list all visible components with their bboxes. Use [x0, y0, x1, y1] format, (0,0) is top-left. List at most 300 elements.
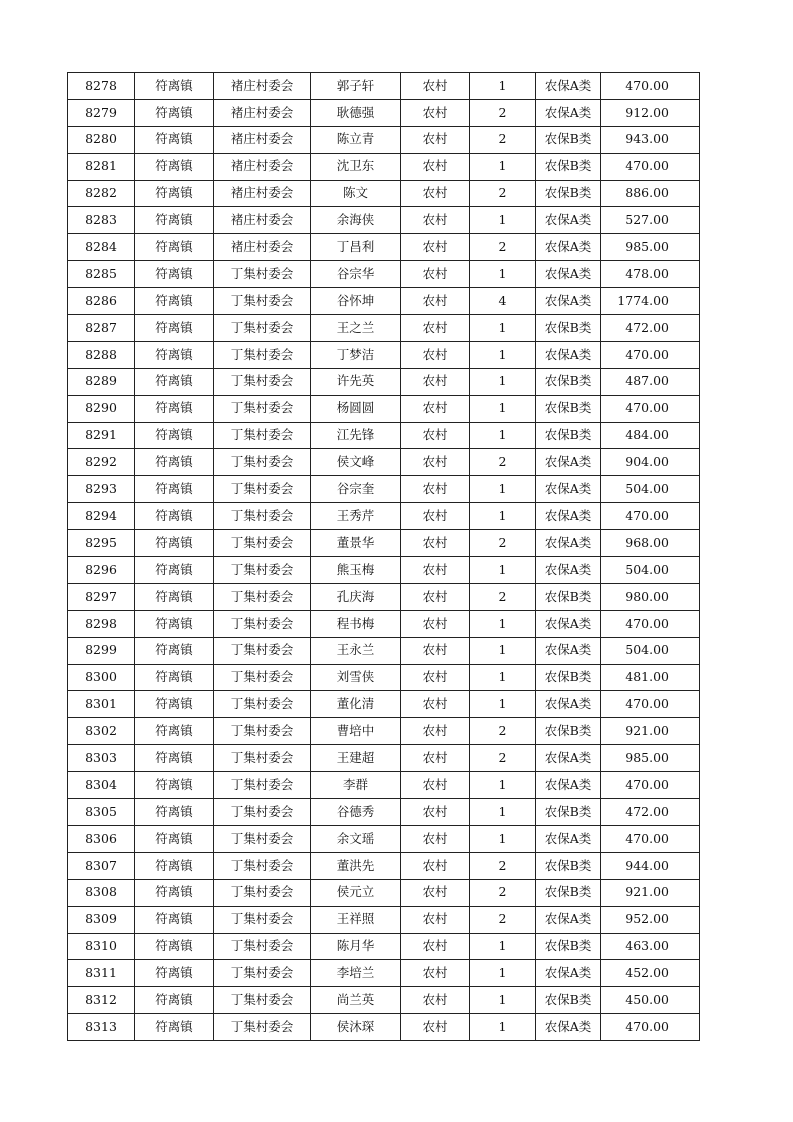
household-size-cell: 1 — [470, 691, 536, 718]
area-type-cell: 农村 — [401, 180, 470, 207]
town-cell: 符离镇 — [135, 1014, 214, 1041]
amount-cell: 487.00 — [601, 368, 700, 395]
village-committee-cell: 褚庄村委会 — [214, 234, 311, 261]
serial-number-cell: 8292 — [68, 449, 135, 476]
area-type-cell: 农村 — [401, 73, 470, 100]
amount-cell: 470.00 — [601, 503, 700, 530]
household-size-cell: 1 — [470, 1014, 536, 1041]
amount-cell: 943.00 — [601, 126, 700, 153]
table-row — [68, 341, 700, 368]
insurance-category-cell: 农保A类 — [536, 825, 601, 852]
area-type-cell: 农村 — [401, 664, 470, 691]
insurance-category-cell: 农保A类 — [536, 207, 601, 234]
insurance-category-cell: 农保B类 — [536, 395, 601, 422]
amount-cell: 968.00 — [601, 530, 700, 557]
table-row — [68, 772, 700, 799]
town-cell: 符离镇 — [135, 772, 214, 799]
town-cell: 符离镇 — [135, 610, 214, 637]
amount-cell: 463.00 — [601, 933, 700, 960]
amount-cell: 952.00 — [601, 906, 700, 933]
name-cell: 郭子轩 — [311, 73, 401, 100]
amount-cell: 470.00 — [601, 153, 700, 180]
area-type-cell: 农村 — [401, 799, 470, 826]
town-cell: 符离镇 — [135, 153, 214, 180]
amount-cell: 504.00 — [601, 557, 700, 584]
insurance-category-cell: 农保A类 — [536, 234, 601, 261]
table-row — [68, 234, 700, 261]
table-row — [68, 583, 700, 610]
village-committee-cell: 丁集村委会 — [214, 772, 311, 799]
name-cell: 杨圆圆 — [311, 395, 401, 422]
name-cell: 王永兰 — [311, 637, 401, 664]
village-committee-cell: 丁集村委会 — [214, 691, 311, 718]
area-type-cell: 农村 — [401, 449, 470, 476]
area-type-cell: 农村 — [401, 99, 470, 126]
area-type-cell: 农村 — [401, 557, 470, 584]
amount-cell: 886.00 — [601, 180, 700, 207]
table-row — [68, 315, 700, 342]
household-size-cell: 1 — [470, 261, 536, 288]
village-committee-cell: 丁集村委会 — [214, 449, 311, 476]
serial-number-cell: 8302 — [68, 718, 135, 745]
amount-cell: 912.00 — [601, 99, 700, 126]
serial-number-cell: 8289 — [68, 368, 135, 395]
table-row — [68, 288, 700, 315]
area-type-cell: 农村 — [401, 879, 470, 906]
town-cell: 符离镇 — [135, 960, 214, 987]
table-row — [68, 368, 700, 395]
serial-number-cell: 8282 — [68, 180, 135, 207]
household-size-cell: 1 — [470, 395, 536, 422]
town-cell: 符离镇 — [135, 718, 214, 745]
amount-cell: 904.00 — [601, 449, 700, 476]
amount-cell: 472.00 — [601, 315, 700, 342]
town-cell: 符离镇 — [135, 422, 214, 449]
village-committee-cell: 丁集村委会 — [214, 315, 311, 342]
insurance-category-cell: 农保B类 — [536, 987, 601, 1014]
insurance-category-cell: 农保B类 — [536, 852, 601, 879]
insurance-category-cell: 农保A类 — [536, 772, 601, 799]
town-cell: 符离镇 — [135, 530, 214, 557]
village-committee-cell: 丁集村委会 — [214, 960, 311, 987]
name-cell: 谷怀坤 — [311, 288, 401, 315]
serial-number-cell: 8309 — [68, 906, 135, 933]
village-committee-cell: 丁集村委会 — [214, 503, 311, 530]
amount-cell: 504.00 — [601, 637, 700, 664]
town-cell: 符离镇 — [135, 906, 214, 933]
name-cell: 丁昌利 — [311, 234, 401, 261]
insurance-category-cell: 农保B类 — [536, 799, 601, 826]
insurance-category-cell: 农保A类 — [536, 691, 601, 718]
serial-number-cell: 8284 — [68, 234, 135, 261]
table-row — [68, 476, 700, 503]
name-cell: 侯元立 — [311, 879, 401, 906]
village-committee-cell: 丁集村委会 — [214, 583, 311, 610]
insurance-category-cell: 农保A类 — [536, 341, 601, 368]
table-row — [68, 449, 700, 476]
serial-number-cell: 8296 — [68, 557, 135, 584]
insurance-category-cell: 农保B类 — [536, 126, 601, 153]
area-type-cell: 农村 — [401, 315, 470, 342]
name-cell: 王之兰 — [311, 315, 401, 342]
insurance-category-cell: 农保A类 — [536, 1014, 601, 1041]
name-cell: 李培兰 — [311, 960, 401, 987]
household-size-cell: 1 — [470, 664, 536, 691]
table-row — [68, 960, 700, 987]
serial-number-cell: 8305 — [68, 799, 135, 826]
area-type-cell: 农村 — [401, 610, 470, 637]
household-size-cell: 1 — [470, 637, 536, 664]
table-row — [68, 99, 700, 126]
village-committee-cell: 丁集村委会 — [214, 933, 311, 960]
name-cell: 陈文 — [311, 180, 401, 207]
serial-number-cell: 8313 — [68, 1014, 135, 1041]
town-cell: 符离镇 — [135, 691, 214, 718]
household-size-cell: 1 — [470, 557, 536, 584]
town-cell: 符离镇 — [135, 476, 214, 503]
serial-number-cell: 8294 — [68, 503, 135, 530]
area-type-cell: 农村 — [401, 126, 470, 153]
table-row — [68, 879, 700, 906]
area-type-cell: 农村 — [401, 530, 470, 557]
area-type-cell: 农村 — [401, 987, 470, 1014]
town-cell: 符离镇 — [135, 879, 214, 906]
area-type-cell: 农村 — [401, 503, 470, 530]
table-row — [68, 530, 700, 557]
insurance-category-cell: 农保B类 — [536, 664, 601, 691]
table-row — [68, 825, 700, 852]
insurance-category-cell: 农保A类 — [536, 530, 601, 557]
town-cell: 符离镇 — [135, 315, 214, 342]
name-cell: 沈卫东 — [311, 153, 401, 180]
amount-cell: 527.00 — [601, 207, 700, 234]
name-cell: 陈立青 — [311, 126, 401, 153]
table-row — [68, 557, 700, 584]
amount-cell: 470.00 — [601, 73, 700, 100]
household-size-cell: 1 — [470, 368, 536, 395]
household-size-cell: 1 — [470, 825, 536, 852]
village-committee-cell: 褚庄村委会 — [214, 73, 311, 100]
village-committee-cell: 丁集村委会 — [214, 530, 311, 557]
name-cell: 曹培中 — [311, 718, 401, 745]
town-cell: 符离镇 — [135, 288, 214, 315]
name-cell: 谷德秀 — [311, 799, 401, 826]
village-committee-cell: 丁集村委会 — [214, 906, 311, 933]
name-cell: 李群 — [311, 772, 401, 799]
name-cell: 王秀芹 — [311, 503, 401, 530]
serial-number-cell: 8298 — [68, 610, 135, 637]
household-size-cell: 2 — [470, 745, 536, 772]
area-type-cell: 农村 — [401, 933, 470, 960]
name-cell: 王祥照 — [311, 906, 401, 933]
household-size-cell: 1 — [470, 153, 536, 180]
town-cell: 符离镇 — [135, 341, 214, 368]
town-cell: 符离镇 — [135, 852, 214, 879]
serial-number-cell: 8304 — [68, 772, 135, 799]
household-size-cell: 1 — [470, 987, 536, 1014]
amount-cell: 470.00 — [601, 691, 700, 718]
insurance-category-cell: 农保A类 — [536, 557, 601, 584]
serial-number-cell: 8280 — [68, 126, 135, 153]
insurance-category-cell: 农保A类 — [536, 476, 601, 503]
serial-number-cell: 8285 — [68, 261, 135, 288]
household-size-cell: 1 — [470, 503, 536, 530]
village-committee-cell: 丁集村委会 — [214, 852, 311, 879]
amount-cell: 470.00 — [601, 1014, 700, 1041]
insurance-category-cell: 农保A类 — [536, 449, 601, 476]
serial-number-cell: 8281 — [68, 153, 135, 180]
serial-number-cell: 8291 — [68, 422, 135, 449]
area-type-cell: 农村 — [401, 234, 470, 261]
insurance-category-cell: 农保A类 — [536, 503, 601, 530]
amount-cell: 481.00 — [601, 664, 700, 691]
serial-number-cell: 8278 — [68, 73, 135, 100]
serial-number-cell: 8297 — [68, 583, 135, 610]
serial-number-cell: 8303 — [68, 745, 135, 772]
table-row — [68, 637, 700, 664]
village-committee-cell: 丁集村委会 — [214, 610, 311, 637]
household-size-cell: 1 — [470, 73, 536, 100]
amount-cell: 1774.00 — [601, 288, 700, 315]
area-type-cell: 农村 — [401, 476, 470, 503]
village-committee-cell: 丁集村委会 — [214, 718, 311, 745]
household-size-cell: 1 — [470, 933, 536, 960]
name-cell: 尚兰英 — [311, 987, 401, 1014]
insurance-category-cell: 农保B类 — [536, 879, 601, 906]
insurance-category-cell: 农保A类 — [536, 99, 601, 126]
table-row — [68, 906, 700, 933]
area-type-cell: 农村 — [401, 772, 470, 799]
village-committee-cell: 褚庄村委会 — [214, 99, 311, 126]
name-cell: 陈月华 — [311, 933, 401, 960]
name-cell: 侯文峰 — [311, 449, 401, 476]
area-type-cell: 农村 — [401, 207, 470, 234]
serial-number-cell: 8288 — [68, 341, 135, 368]
insurance-category-cell: 农保B类 — [536, 422, 601, 449]
village-committee-cell: 丁集村委会 — [214, 422, 311, 449]
town-cell: 符离镇 — [135, 73, 214, 100]
amount-cell: 472.00 — [601, 799, 700, 826]
serial-number-cell: 8299 — [68, 637, 135, 664]
town-cell: 符离镇 — [135, 987, 214, 1014]
household-size-cell: 1 — [470, 476, 536, 503]
area-type-cell: 农村 — [401, 825, 470, 852]
amount-cell: 980.00 — [601, 583, 700, 610]
town-cell: 符离镇 — [135, 449, 214, 476]
town-cell: 符离镇 — [135, 799, 214, 826]
area-type-cell: 农村 — [401, 341, 470, 368]
amount-cell: 452.00 — [601, 960, 700, 987]
amount-cell: 470.00 — [601, 610, 700, 637]
area-type-cell: 农村 — [401, 153, 470, 180]
village-committee-cell: 丁集村委会 — [214, 368, 311, 395]
village-committee-cell: 丁集村委会 — [214, 987, 311, 1014]
village-committee-cell: 褚庄村委会 — [214, 126, 311, 153]
amount-cell: 921.00 — [601, 718, 700, 745]
area-type-cell: 农村 — [401, 288, 470, 315]
household-size-cell: 2 — [470, 530, 536, 557]
town-cell: 符离镇 — [135, 395, 214, 422]
household-size-cell: 4 — [470, 288, 536, 315]
town-cell: 符离镇 — [135, 745, 214, 772]
name-cell: 熊玉梅 — [311, 557, 401, 584]
amount-cell: 470.00 — [601, 395, 700, 422]
amount-cell: 504.00 — [601, 476, 700, 503]
town-cell: 符离镇 — [135, 503, 214, 530]
table-row — [68, 933, 700, 960]
village-committee-cell: 丁集村委会 — [214, 637, 311, 664]
table-row — [68, 503, 700, 530]
village-committee-cell: 丁集村委会 — [214, 341, 311, 368]
area-type-cell: 农村 — [401, 583, 470, 610]
table-row — [68, 799, 700, 826]
town-cell: 符离镇 — [135, 99, 214, 126]
amount-cell: 921.00 — [601, 879, 700, 906]
insurance-category-cell: 农保A类 — [536, 73, 601, 100]
household-size-cell: 2 — [470, 449, 536, 476]
village-committee-cell: 丁集村委会 — [214, 799, 311, 826]
village-committee-cell: 丁集村委会 — [214, 557, 311, 584]
household-size-cell: 2 — [470, 99, 536, 126]
insurance-category-cell: 农保B类 — [536, 583, 601, 610]
village-committee-cell: 丁集村委会 — [214, 288, 311, 315]
name-cell: 谷宗华 — [311, 261, 401, 288]
village-committee-cell: 丁集村委会 — [214, 664, 311, 691]
name-cell: 江先锋 — [311, 422, 401, 449]
serial-number-cell: 8293 — [68, 476, 135, 503]
village-committee-cell: 褚庄村委会 — [214, 180, 311, 207]
insurance-category-cell: 农保B类 — [536, 315, 601, 342]
household-size-cell: 2 — [470, 906, 536, 933]
household-size-cell: 1 — [470, 960, 536, 987]
serial-number-cell: 8301 — [68, 691, 135, 718]
household-size-cell: 2 — [470, 852, 536, 879]
household-size-cell: 1 — [470, 422, 536, 449]
table-row — [68, 745, 700, 772]
serial-number-cell: 8283 — [68, 207, 135, 234]
area-type-cell: 农村 — [401, 718, 470, 745]
name-cell: 耿德强 — [311, 99, 401, 126]
name-cell: 许先英 — [311, 368, 401, 395]
table-row — [68, 153, 700, 180]
household-size-cell: 1 — [470, 341, 536, 368]
serial-number-cell: 8279 — [68, 99, 135, 126]
area-type-cell: 农村 — [401, 261, 470, 288]
table-row — [68, 718, 700, 745]
household-size-cell: 1 — [470, 315, 536, 342]
serial-number-cell: 8295 — [68, 530, 135, 557]
table-row — [68, 73, 700, 100]
town-cell: 符离镇 — [135, 234, 214, 261]
serial-number-cell: 8308 — [68, 879, 135, 906]
serial-number-cell: 8300 — [68, 664, 135, 691]
household-size-cell: 2 — [470, 234, 536, 261]
household-size-cell: 1 — [470, 207, 536, 234]
area-type-cell: 农村 — [401, 960, 470, 987]
table-row — [68, 691, 700, 718]
serial-number-cell: 8311 — [68, 960, 135, 987]
area-type-cell: 农村 — [401, 691, 470, 718]
amount-cell: 470.00 — [601, 772, 700, 799]
amount-cell: 985.00 — [601, 234, 700, 261]
town-cell: 符离镇 — [135, 583, 214, 610]
table-row — [68, 261, 700, 288]
area-type-cell: 农村 — [401, 637, 470, 664]
town-cell: 符离镇 — [135, 825, 214, 852]
household-size-cell: 2 — [470, 126, 536, 153]
household-size-cell: 1 — [470, 610, 536, 637]
serial-number-cell: 8310 — [68, 933, 135, 960]
insurance-category-cell: 农保A类 — [536, 906, 601, 933]
insurance-category-cell: 农保B类 — [536, 153, 601, 180]
insurance-category-cell: 农保A类 — [536, 637, 601, 664]
village-committee-cell: 丁集村委会 — [214, 879, 311, 906]
village-committee-cell: 褚庄村委会 — [214, 153, 311, 180]
insurance-category-cell: 农保A类 — [536, 288, 601, 315]
serial-number-cell: 8286 — [68, 288, 135, 315]
area-type-cell: 农村 — [401, 852, 470, 879]
village-committee-cell: 丁集村委会 — [214, 395, 311, 422]
name-cell: 侯沐琛 — [311, 1014, 401, 1041]
area-type-cell: 农村 — [401, 368, 470, 395]
table-row — [68, 126, 700, 153]
amount-cell: 450.00 — [601, 987, 700, 1014]
name-cell: 董洪先 — [311, 852, 401, 879]
serial-number-cell: 8290 — [68, 395, 135, 422]
insurance-category-cell: 农保A类 — [536, 960, 601, 987]
town-cell: 符离镇 — [135, 368, 214, 395]
village-committee-cell: 丁集村委会 — [214, 476, 311, 503]
table-row — [68, 664, 700, 691]
name-cell: 刘雪侠 — [311, 664, 401, 691]
village-committee-cell: 丁集村委会 — [214, 825, 311, 852]
table-row — [68, 422, 700, 449]
amount-cell: 944.00 — [601, 852, 700, 879]
area-type-cell: 农村 — [401, 745, 470, 772]
serial-number-cell: 8307 — [68, 852, 135, 879]
name-cell: 余文瑶 — [311, 825, 401, 852]
village-committee-cell: 丁集村委会 — [214, 1014, 311, 1041]
insurance-category-cell: 农保B类 — [536, 718, 601, 745]
village-committee-cell: 丁集村委会 — [214, 745, 311, 772]
area-type-cell: 农村 — [401, 1014, 470, 1041]
serial-number-cell: 8287 — [68, 315, 135, 342]
area-type-cell: 农村 — [401, 422, 470, 449]
insurance-category-cell: 农保B类 — [536, 933, 601, 960]
table-row — [68, 610, 700, 637]
town-cell: 符离镇 — [135, 261, 214, 288]
table-row — [68, 1014, 700, 1041]
area-type-cell: 农村 — [401, 906, 470, 933]
table-row — [68, 395, 700, 422]
serial-number-cell: 8306 — [68, 825, 135, 852]
town-cell: 符离镇 — [135, 126, 214, 153]
table-row — [68, 207, 700, 234]
name-cell: 孔庆海 — [311, 583, 401, 610]
town-cell: 符离镇 — [135, 180, 214, 207]
insurance-category-cell: 农保A类 — [536, 745, 601, 772]
name-cell: 谷宗奎 — [311, 476, 401, 503]
household-size-cell: 2 — [470, 718, 536, 745]
insurance-category-cell: 农保A类 — [536, 261, 601, 288]
name-cell: 董化清 — [311, 691, 401, 718]
name-cell: 王建超 — [311, 745, 401, 772]
amount-cell: 470.00 — [601, 341, 700, 368]
village-committee-cell: 褚庄村委会 — [214, 207, 311, 234]
table-row — [68, 852, 700, 879]
household-size-cell: 2 — [470, 583, 536, 610]
name-cell: 余海侠 — [311, 207, 401, 234]
